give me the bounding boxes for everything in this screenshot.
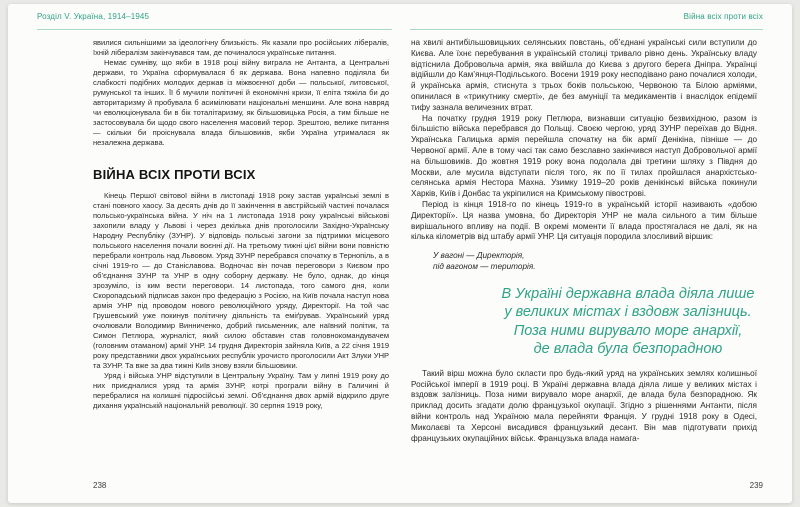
body-paragraph: Період із кінця 1918-го по кінець 1919-го в українській історії називають «добою Директорії». Ця назва умовна, бо Директорія УНР не мала сильного а тим більше вирішального впливу на події. В окремі моменти її влада простягалася не далі, як на кілька кілометрів від штабу армії УНР. Ця ситуація породила злосливий віршик:: [411, 199, 757, 242]
section-running-head: Війна всіх проти всіх: [683, 12, 763, 21]
right-text-column: [411, 38, 757, 444]
pull-quote-line: Поза ними вирувало море анархії,: [513, 322, 743, 339]
pull-quote-line: де влада була безпорадною: [533, 341, 723, 358]
verse-quote: [433, 251, 757, 273]
page-right: [400, 4, 792, 503]
body-paragraph: Такий вірш можна було скласти про будь-який уряд на українських землях колишньої Російської імперії в 1919 році. В Україні державна влада діяла лише у великих містах і вздовж залізниць. Поза ними вирувало море анархії, де влада була безпорадною. Як приклад досить згадати долю французької окупації. Згідно з рішеннями Антанти, після війни контроль над Україною мала перейняти Франція. У грудні 1918 року в Одесі, Миколаєві та Херсоні висадився французький десант. Він мав підготувати прихід французьких окупаційних військ. Французька влада намага-: [411, 368, 757, 443]
page-number-right: 239: [749, 481, 763, 490]
body-paragraph: Кінець Першої світової війни в листопаді 1918 року застав українські землі в стані повного хаосу. За десять днів до її закінчення в австрійській частині почалася польсько-українська війна. У ніч на 1 листопада 1918 року українські військові захопили владу у Львові і через декілька днів проголосили Західно-Українську Народну Республіку (ЗУНР). У відповідь польські загони за підтримки місцевого польського населення почали воєнні дії. На третьому тижні цієї війни вони повністю перебрали контроль над Львовом. Уряд ЗУНР перебрався спочатку в Тернопіль, а в січні 1919-го — до Станіславова. Водночас він почав переговори з Києвом про об’єднання ЗУНР та УНР в одну соборну державу. Не було, однак, до кінця зрозуміло, із ким вести переговори. 14 листопада, того самого дня, коли Скоропадський підписав закон про федерацію з Росією, на Київ почала наступ нова армія УНР під проводом нового революційного уряду, Директорії. На той час Грушевський уже покинув політичну діяльність та еміґрував. Український уряд очолювали Володимир Винниченко, добрий письменник, але наївний політик, та Симон Петлюра, журналіст, який силою обставин став головнокомандувачем (головним отаманом) армії УНР. 14 грудня Директорія зайняла Київ, а 22 січня 1919 року представники двох українських республік урочисто проголосили Акт Злуки УНР та ЗУНР. Та вже за два тижні Київ знову взяли більшовики.: [93, 191, 389, 370]
page-number-left: 238: [93, 481, 107, 490]
body-paragraph: Уряд і війська УНР відступили в Центральну Україну. Там у липні 1919 року до них приєдналися уряд та армія ЗУНР, котрі програли війну в Галичині й перебралися на колишні підросійські землі. Об’єднання двох армій відкрило друге дихання українській національній революції. 30 серпня 1919 року,: [93, 371, 389, 410]
left-text-column: [93, 38, 389, 411]
body-paragraph: на хвилі антибільшовицьких селянських повстань, об’єднані українські сили вступили до Києва. Але їхнє перебування в українській столиці тривало рівно день. Українську владу відтіснила Добровольча армія, яка ввійшла до Києва з другого берега Дніпра. Українці відійшли до Кам’янця-Подільського. Восени 1919 року несподівано рано почалися холоди, й українська армія, стиснута з трьох боків польською, Червоною та Білою арміями, опинилася в «трикутнику смерті», де без амуніції та медикаментів і внаслідок епідемії тифу зазнала величезних втрат.: [411, 38, 757, 112]
pull-quote-line: В Україні державна влада діяла лише: [501, 285, 755, 302]
pull-quote: [499, 285, 757, 359]
book-spread: [8, 4, 792, 503]
verse-line: під вагоном — територія.: [433, 261, 536, 271]
chapter-running-head: Розділ V. Україна, 1914–1945: [37, 12, 150, 21]
body-paragraph: явилися сильнішими за ідеологічну близькість. Як казали про російських лібералів, їхній лібералізм закінчувався там, де починалося українське питання.: [93, 38, 389, 57]
body-paragraph: На початку грудня 1919 року Петлюра, визнавши ситуацію безвихідною, разом із більшістю війська перебрався до Польщі. Своєю чергою, уряд ЗУНР переїхав до Відня. Українська Галицька армія перейшла спочатку на бік армії Денікіна, пізніше — до Червоної армії. Але в тому часі так само безславно закінчився наступ Добровольчої армії на більшовиків. До жовтня 1919 року вона подолала дві третини шляху з Півдня до Москви, але мусила відступати після того, як по її тилах пройшлася анархістсько-селянська армія Нестора Махна. Узимку 1919–20 років денікінські війська покинули Харків, Київ і Донбас та укріпилися на Кримському півострові.: [411, 113, 757, 199]
pull-quote-line: у великих містах і вздовж залізниць.: [504, 304, 752, 321]
header-rule: [410, 29, 763, 30]
verse-line: У вагоні — Директорія,: [433, 251, 525, 261]
body-paragraph: Немає сумніву, що якби в 1918 році війну виграла не Антанта, а Центральні держави, то Україна сформувалася б як держава. Вона напевно поділяла би слабкості подібних молодих держав із міжвоєнної доби — польської, литовської, румунської та інших. Її б мучили політичні й економічні кризи, її еліта тяжіла би до авторитаризму й пробувала б асимілювати національні меншини. Але вона навряд чи еволюціонувала би в бік тоталітаризму, як більшовицька Росія, а тим більше не застосовувала би щодо свого населення масовий терор. Зрештою, велике питання — скільки би проіснувала влада більшовиків, якби Україна утрималася як незалежна держава.: [93, 58, 389, 147]
header-rule: [37, 29, 392, 30]
section-heading: ВІЙНА ВСІХ ПРОТИ ВСІХ: [93, 167, 256, 182]
page-left: [8, 4, 400, 503]
